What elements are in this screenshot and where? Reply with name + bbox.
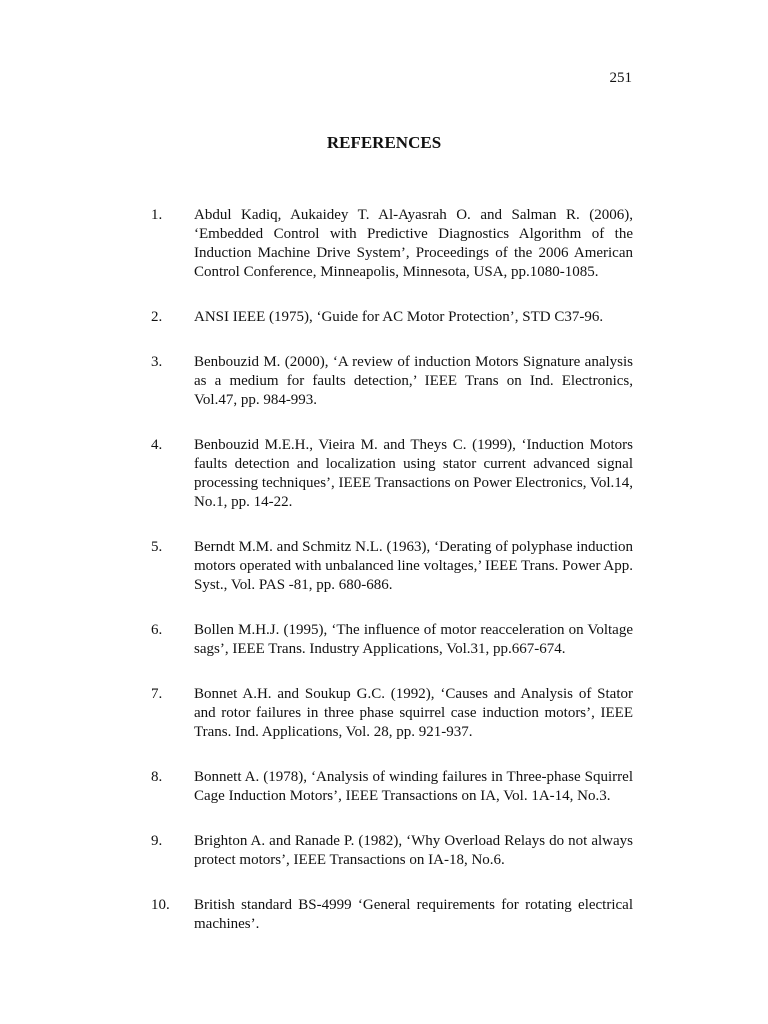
reference-number: 2. xyxy=(151,309,163,325)
reference-item xyxy=(151,538,633,595)
reference-item xyxy=(151,832,633,870)
reference-list xyxy=(151,206,633,960)
reference-text: Bonnett A. (1978), ‘Analysis of winding failures in Three-phase Squirrel Cage Induction Motors’, IEEE Transactions on IA, Vol. 1A-14, No.3. xyxy=(194,769,633,804)
page-title: REFERENCES xyxy=(326,133,442,152)
reference-item xyxy=(151,206,633,282)
reference-item xyxy=(151,353,633,410)
reference-item xyxy=(151,436,633,512)
reference-number: 8. xyxy=(151,769,163,785)
reference-item xyxy=(151,308,633,327)
reference-number: 4. xyxy=(151,437,163,453)
page-number: 251 xyxy=(609,70,632,86)
reference-number: 9. xyxy=(151,833,163,849)
reference-text: Benbouzid M.E.H., Vieira M. and Theys C. (1999), ‘Induction Motors faults detection and localization using stator current advanced signal processing techniques’, IEEE Transactions on Power Electronics, Vol.14, No.1, pp. 14-22. xyxy=(194,437,633,510)
reference-text: Bollen M.H.J. (1995), ‘The influence of motor reacceleration on Voltage sags’, IEEE Trans. Industry Applications, Vol.31, pp.667-674. xyxy=(194,622,633,657)
reference-item xyxy=(151,685,633,742)
reference-item xyxy=(151,621,633,659)
reference-number: 1. xyxy=(151,207,163,223)
reference-text: British standard BS-4999 ‘General requirements for rotating electrical machines’. xyxy=(194,897,633,932)
reference-number: 3. xyxy=(151,354,163,370)
reference-text: Abdul Kadiq, Aukaidey T. Al-Ayasrah O. and Salman R. (2006), ‘Embedded Control with Predictive Diagnostics Algorithm of the Induction Machine Drive System’, Proceedings of the 2006 American Control Conference, Minneapolis, Minnesota, USA, pp.1080-1085. xyxy=(194,207,633,280)
reference-number: 7. xyxy=(151,686,163,702)
reference-text: Bonnet A.H. and Soukup G.C. (1992), ‘Causes and Analysis of Stator and rotor failures in three phase squirrel case induction motors’, IEEE Trans. Ind. Applications, Vol. 28, pp. 921-937. xyxy=(194,686,633,740)
reference-text: Benbouzid M. (2000), ‘A review of induction Motors Signature analysis as a medium for faults detection,’ IEEE Trans on Ind. Electronics, Vol.47, pp. 984-993. xyxy=(194,354,633,408)
reference-number: 6. xyxy=(151,622,163,638)
reference-item xyxy=(151,768,633,806)
reference-item xyxy=(151,896,633,934)
reference-number: 5. xyxy=(151,539,163,555)
reference-text: ANSI IEEE (1975), ‘Guide for AC Motor Protection’, STD C37-96. xyxy=(194,309,604,325)
reference-text: Brighton A. and Ranade P. (1982), ‘Why Overload Relays do not always protect motors’, IEEE Transactions on IA-18, No.6. xyxy=(194,833,633,868)
reference-number: 10. xyxy=(151,897,170,913)
reference-text: Berndt M.M. and Schmitz N.L. (1963), ‘Derating of polyphase induction motors operated with unbalanced line voltages,’ IEEE Trans. Power App. Syst., Vol. PAS -81, pp. 680-686. xyxy=(194,539,633,593)
